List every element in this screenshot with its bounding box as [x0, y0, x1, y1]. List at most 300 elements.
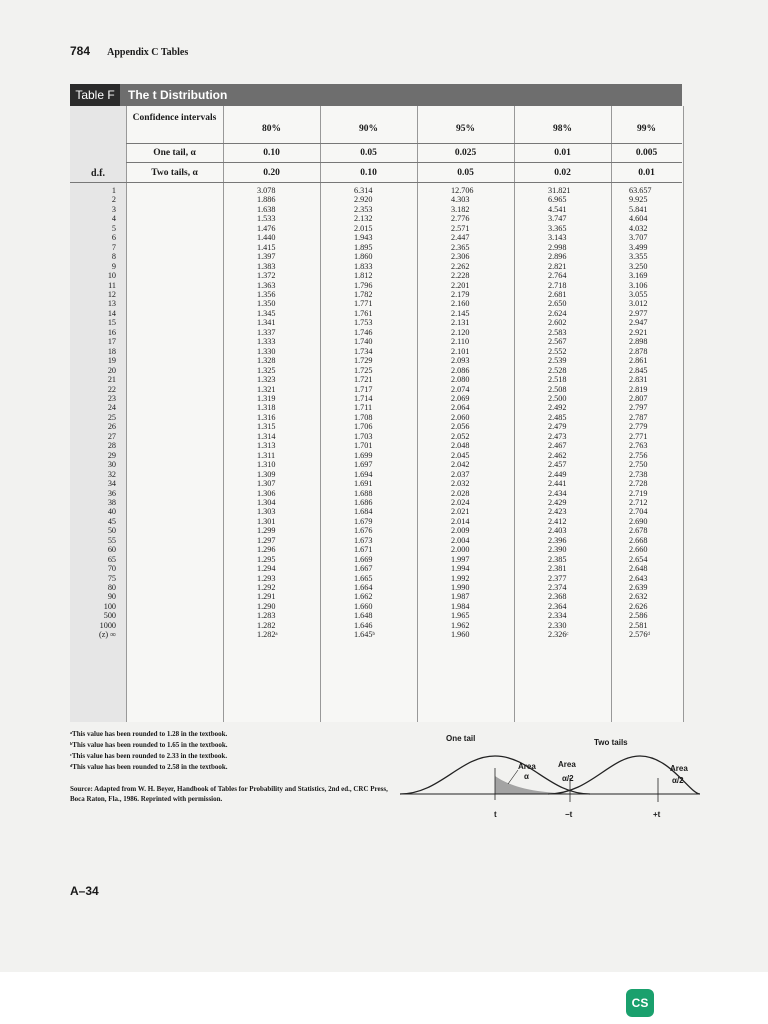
- table-cell: 3.707: [629, 233, 648, 243]
- df-cell: 24: [107, 403, 116, 413]
- table-cell: 2.473: [548, 431, 567, 441]
- table-cell: 2.048: [451, 441, 470, 451]
- table-cell: 2.763: [629, 441, 648, 451]
- table-cell: 2.581: [629, 620, 648, 630]
- one-tail-alpha-label: α: [524, 772, 529, 781]
- column-header-one: 0.10: [263, 148, 280, 158]
- table-cell: 2.977: [629, 308, 648, 318]
- column-header-ci: 80%: [262, 124, 281, 134]
- table-cell: 1.987: [451, 592, 470, 602]
- df-cell: 6: [111, 233, 116, 243]
- df-cell: 11: [108, 280, 116, 290]
- table-cell: 3.169: [629, 271, 648, 281]
- table-cell: 2.024: [451, 497, 470, 507]
- table-cell: 1.725: [354, 365, 373, 375]
- table-cell: 2.479: [548, 422, 567, 432]
- table-cell: 2.921: [629, 327, 648, 337]
- df-cell: 22: [107, 384, 116, 394]
- table-cell: 3.499: [629, 242, 648, 252]
- table-cell: 1.729: [354, 356, 373, 366]
- table-cell: 2.518: [548, 375, 567, 385]
- footnote-a: ᵃThis value has been rounded to 1.28 in the textbook.: [70, 730, 228, 738]
- table-cell: 2.069: [451, 393, 470, 403]
- footnote-b: ᵇThis value has been rounded to 1.65 in the textbook.: [70, 741, 228, 749]
- table-cell: 3.143: [548, 233, 567, 243]
- df-cell: 8: [111, 252, 116, 262]
- table-cell: 2.819: [629, 384, 648, 394]
- table-cell: 1.297: [257, 535, 276, 545]
- df-cell: 29: [107, 450, 116, 460]
- value-column: [629, 186, 652, 640]
- two-tails-pos-t-label: +t: [653, 810, 661, 819]
- df-cell: 26: [107, 422, 116, 432]
- table-cell: 1.960: [451, 630, 470, 640]
- table-cell: 2.120: [451, 327, 470, 337]
- value-column: [451, 186, 474, 640]
- df-cell: 50: [107, 526, 116, 536]
- table-cell: 2.896: [548, 252, 567, 262]
- table-cell: 1.740: [354, 337, 373, 347]
- table-cell: 1.383: [257, 261, 276, 271]
- table-cell: 1.667: [354, 564, 373, 574]
- page-header: [70, 44, 188, 58]
- table-cell: 2.390: [548, 545, 567, 555]
- table-cell: 1.886: [257, 195, 276, 205]
- df-cell: 32: [107, 469, 116, 479]
- table-cell: 1.282ᵃ: [257, 630, 278, 640]
- table-cell: 4.604: [629, 214, 648, 224]
- ci-header-label: Confidence intervals: [132, 113, 217, 123]
- df-cell: 14: [107, 308, 116, 318]
- column-header-ci: 90%: [359, 124, 378, 134]
- table-cell: 2.668: [629, 535, 648, 545]
- table-cell: 2.201: [451, 280, 470, 290]
- table-cell: 2.462: [548, 450, 567, 460]
- table-cell: 1.290: [257, 601, 276, 611]
- table-cell: 1.648: [354, 611, 373, 621]
- table-cell: 1.307: [257, 479, 276, 489]
- table-cell: 2.738: [629, 469, 648, 479]
- table-cell: 1.992: [451, 573, 470, 583]
- table-cell: 2.492: [548, 403, 567, 413]
- table-label: Table F: [70, 84, 120, 106]
- table-title-bar: [70, 84, 682, 106]
- table-cell: 3.012: [629, 299, 648, 309]
- two-tails-label: Two tails: [594, 738, 628, 747]
- table-cell: 2.920: [354, 195, 373, 205]
- table-cell: 2.429: [548, 497, 567, 507]
- table-cell: 1.337: [257, 327, 276, 337]
- table-cell: 2.712: [629, 497, 648, 507]
- table-cell: 3.355: [629, 252, 648, 262]
- table-cell: 3.250: [629, 261, 648, 271]
- table-cell: 31.821: [548, 186, 571, 195]
- table-cell: 2.056: [451, 422, 470, 432]
- table-cell: 2.131: [451, 318, 470, 328]
- df-cell: (z) ∞: [99, 630, 116, 640]
- table-cell: 1.812: [354, 271, 373, 281]
- table-cell: 1.703: [354, 431, 373, 441]
- table-cell: 3.106: [629, 280, 648, 290]
- table-cell: 2.602: [548, 318, 567, 328]
- table-cell: 2.639: [629, 583, 648, 593]
- table-cell: 2.756: [629, 450, 648, 460]
- table-cell: 2.000: [451, 545, 470, 555]
- table-cell: 1.341: [257, 318, 276, 328]
- table-cell: 2.467: [548, 441, 567, 451]
- df-header-label: d.f.: [91, 168, 105, 179]
- header-title: Appendix C Tables: [107, 47, 189, 58]
- table-cell: 1.311: [257, 450, 276, 460]
- table-cell: 1.717: [354, 384, 373, 394]
- table-cell: 2.086: [451, 365, 470, 375]
- df-cell: 27: [107, 431, 116, 441]
- df-cell: 12: [107, 289, 116, 299]
- table-cell: 1.309: [257, 469, 276, 479]
- df-cell: 38: [107, 497, 116, 507]
- one-tail-area-label: Area: [518, 762, 536, 771]
- table-cell: 2.779: [629, 422, 648, 432]
- table-cell: 2.586: [629, 611, 648, 621]
- table-cell: 1.291: [257, 592, 276, 602]
- table-name: The t Distribution: [128, 88, 228, 102]
- table-cell: 1.686: [354, 497, 373, 507]
- source-citation: Source: Adapted from W. H. Beyer, Handbook of Tables for Probability and Statistics, 2nd ed., CRC Press, Boca Raton, Fla., 1986. Reprinted with permission.: [70, 785, 388, 803]
- table-cell: 2.750: [629, 460, 648, 470]
- table-cell: 1.771: [354, 299, 373, 309]
- table-cell: 5.841: [629, 204, 648, 214]
- column-header-one: 0.005: [635, 148, 658, 158]
- table-cell: 2.797: [629, 403, 648, 413]
- table-cell: 2.228: [451, 271, 470, 281]
- table-cell: 1.697: [354, 460, 373, 470]
- df-cell: 4: [111, 214, 116, 224]
- table-cell: 1.282: [257, 620, 276, 630]
- table-cell: 3.078: [257, 186, 276, 195]
- table-cell: 1.665: [354, 573, 373, 583]
- table-cell: 2.552: [548, 346, 567, 356]
- table-cell: 1.318: [257, 403, 276, 413]
- column-header-two: 0.01: [638, 168, 655, 178]
- table-cell: 1.316: [257, 412, 276, 422]
- df-cell: 36: [107, 488, 116, 498]
- table-cell: 2.654: [629, 554, 648, 564]
- column-header-ci: 98%: [553, 124, 572, 134]
- table-cell: 4.541: [548, 204, 567, 214]
- table-cell: 1.990: [451, 583, 470, 593]
- table-cell: 1.303: [257, 507, 276, 517]
- table-cell: 2.704: [629, 507, 648, 517]
- table-cell: 2.567: [548, 337, 567, 347]
- table-cell: 1.292: [257, 583, 276, 593]
- df-cell: 9: [111, 261, 116, 271]
- table-cell: 1.796: [354, 280, 373, 290]
- row-header-column: [126, 106, 225, 722]
- table-cell: 2.353: [354, 204, 373, 214]
- df-cell: 1: [111, 186, 116, 195]
- value-column: [354, 186, 375, 640]
- df-cell: 40: [107, 507, 116, 517]
- header-divider-1: [126, 143, 682, 144]
- df-cell: 7: [111, 242, 116, 252]
- table-cell: 3.055: [629, 289, 648, 299]
- table-cell: 1.476: [257, 223, 276, 233]
- table-cell: 2.385: [548, 554, 567, 564]
- page-footer: A–34: [70, 884, 99, 898]
- table-cell: 1.782: [354, 289, 373, 299]
- table-cell: 2.110: [451, 337, 470, 347]
- column-header-two: 0.02: [554, 168, 571, 178]
- table-cell: 2.771: [629, 431, 648, 441]
- table-cell: 2.485: [548, 412, 567, 422]
- df-cell: 75: [107, 573, 116, 583]
- df-cell: 30: [107, 460, 116, 470]
- table-cell: 1.671: [354, 545, 373, 555]
- table-cell: 1.721: [354, 375, 373, 385]
- table-cell: 2.160: [451, 299, 470, 309]
- table-cell: 2.457: [548, 460, 567, 470]
- table-cell: 2.403: [548, 526, 567, 536]
- table-cell: 1.994: [451, 564, 470, 574]
- table-cell: 1.356: [257, 289, 276, 299]
- table-cell: 1.310: [257, 460, 276, 470]
- table-cell: 2.998: [548, 242, 567, 252]
- df-cell: 17: [107, 337, 116, 347]
- table-cell: 1.533: [257, 214, 276, 224]
- table-cell: 1.304: [257, 497, 276, 507]
- table-cell: 2.326ᶜ: [548, 630, 569, 640]
- table-cell: 2.441: [548, 479, 567, 489]
- table-cell: 1.711: [354, 403, 373, 413]
- table-cell: 2.787: [629, 412, 648, 422]
- table-cell: 3.747: [548, 214, 567, 224]
- table-cell: 1.301: [257, 516, 276, 526]
- df-cell: 55: [107, 535, 116, 545]
- df-cell: 60: [107, 545, 116, 555]
- table-cell: 2.093: [451, 356, 470, 366]
- df-cell: 65: [107, 554, 116, 564]
- table-cell: 1.984: [451, 601, 470, 611]
- table-cell: 1.895: [354, 242, 373, 252]
- table-cell: 1.753: [354, 318, 373, 328]
- table-cell: 2.764: [548, 271, 567, 281]
- two-tails-header-label: Two tails, α: [151, 168, 198, 178]
- table-cell: 1.638: [257, 204, 276, 214]
- table-cell: 1.330: [257, 346, 276, 356]
- table-cell: 2.101: [451, 346, 470, 356]
- table-cell: 2.045: [451, 450, 470, 460]
- table-cell: 12.706: [451, 186, 474, 195]
- two-tails-left-area-label: Area: [558, 760, 576, 769]
- table-cell: 2.330: [548, 620, 567, 630]
- table-cell: 2.690: [629, 516, 648, 526]
- table-cell: 2.878: [629, 346, 648, 356]
- value-column: [257, 186, 278, 640]
- column-header-ci: 95%: [456, 124, 475, 134]
- table-cell: 2.306: [451, 252, 470, 262]
- df-cell: 10: [107, 271, 116, 281]
- table-cell: 1.691: [354, 479, 373, 489]
- df-cell: 18: [107, 346, 116, 356]
- table-cell: 1.679: [354, 516, 373, 526]
- table-cell: 1.323: [257, 375, 276, 385]
- table-cell: 4.303: [451, 195, 470, 205]
- df-cell: 23: [107, 393, 116, 403]
- header-divider-2: [126, 162, 682, 163]
- one-tail-label: One tail: [446, 734, 476, 743]
- table-cell: 1.321: [257, 384, 276, 394]
- table-cell: 2.365: [451, 242, 470, 252]
- table-cell: 2.583: [548, 327, 567, 337]
- table-cell: 1.676: [354, 526, 373, 536]
- table-cell: 2.042: [451, 460, 470, 470]
- table-cell: 2.396: [548, 535, 567, 545]
- table-cell: 2.015: [354, 223, 373, 233]
- column-header-ci: 99%: [637, 124, 656, 134]
- table-cell: 2.648: [629, 564, 648, 574]
- table-cell: 1.306: [257, 488, 276, 498]
- column-header-one: 0.025: [454, 148, 477, 158]
- table-cell: 2.032: [451, 479, 470, 489]
- table-cell: 2.080: [451, 375, 470, 385]
- df-cell: 1000: [99, 620, 116, 630]
- table-cell: 2.831: [629, 375, 648, 385]
- table-cell: 2.028: [451, 488, 470, 498]
- table-cell: 1.415: [257, 242, 276, 252]
- table-cell: 2.500: [548, 393, 567, 403]
- table-cell: 2.037: [451, 469, 470, 479]
- table-cell: 2.728: [629, 479, 648, 489]
- table-cell: 2.681: [548, 289, 567, 299]
- table-cell: 1.734: [354, 346, 373, 356]
- df-cell: 45: [107, 516, 116, 526]
- table-cell: 2.060: [451, 412, 470, 422]
- table-cell: 2.845: [629, 365, 648, 375]
- table-cell: 2.434: [548, 488, 567, 498]
- table-cell: 2.624: [548, 308, 567, 318]
- df-cell: 100: [103, 601, 116, 611]
- table-cell: 2.262: [451, 261, 470, 271]
- table-cell: 2.132: [354, 214, 373, 224]
- table-cell: 1.295: [257, 554, 276, 564]
- table-cell: 2.650: [548, 299, 567, 309]
- table-cell: 2.861: [629, 356, 648, 366]
- table-cell: 1.664: [354, 583, 373, 593]
- table-cell: 4.032: [629, 223, 648, 233]
- table-cell: 2.423: [548, 507, 567, 517]
- two-tails-neg-t-label: −t: [565, 810, 573, 819]
- column-header-two: 0.10: [360, 168, 377, 178]
- table-cell: 2.381: [548, 564, 567, 574]
- table-cell: 2.660: [629, 545, 648, 555]
- table-cell: 1.662: [354, 592, 373, 602]
- table-cell: 1.860: [354, 252, 373, 262]
- table-cell: 63.657: [629, 186, 652, 195]
- table-cell: 1.325: [257, 365, 276, 375]
- column-header-one: 0.05: [360, 148, 377, 158]
- table-cell: 2.632: [629, 592, 648, 602]
- table-cell: 2.719: [629, 488, 648, 498]
- table-cell: 1.645ᵇ: [354, 630, 375, 640]
- table-cell: 2.014: [451, 516, 470, 526]
- table-cell: 3.365: [548, 223, 567, 233]
- one-tail-header-label: One tail, α: [153, 148, 196, 158]
- one-tail-area-leader: [508, 770, 518, 784]
- df-cell: 20: [107, 365, 116, 375]
- table-cell: 2.004: [451, 535, 470, 545]
- table-cell: 1.397: [257, 252, 276, 262]
- table-cell: 1.350: [257, 299, 276, 309]
- table-cell: 2.678: [629, 526, 648, 536]
- table-cell: 1.701: [354, 441, 373, 451]
- column-header-two: 0.05: [457, 168, 474, 178]
- table-cell: 1.669: [354, 554, 373, 564]
- table-cell: 1.294: [257, 564, 276, 574]
- table-cell: 1.440: [257, 233, 276, 243]
- table-cell: 1.761: [354, 308, 373, 318]
- value-column: [548, 186, 571, 640]
- df-cell: 3: [111, 204, 116, 214]
- df-cell: 16: [107, 327, 116, 337]
- table-cell: 2.508: [548, 384, 567, 394]
- table-cell: 2.807: [629, 393, 648, 403]
- table-cell: 2.947: [629, 318, 648, 328]
- table-cell: 2.074: [451, 384, 470, 394]
- table-cell: 2.643: [629, 573, 648, 583]
- table-cell: 1.699: [354, 450, 373, 460]
- df-cell: 500: [103, 611, 116, 621]
- table-cell: 1.962: [451, 620, 470, 630]
- table-cell: 2.009: [451, 526, 470, 536]
- table-cell: 1.965: [451, 611, 470, 621]
- df-cell: 21: [107, 375, 116, 385]
- table-cell: 2.449: [548, 469, 567, 479]
- df-cell: 34: [107, 479, 116, 489]
- table-cell: 3.182: [451, 204, 470, 214]
- table-cell: 2.145: [451, 308, 470, 318]
- table-cell: 2.821: [548, 261, 567, 271]
- one-tail-shaded-area: [495, 776, 590, 794]
- table-cell: 2.576ᵈ: [629, 630, 650, 640]
- table-cell: 1.746: [354, 327, 373, 337]
- table-cell: 1.333: [257, 337, 276, 347]
- table-cell: 1.315: [257, 422, 276, 432]
- table-cell: 2.364: [548, 601, 567, 611]
- table-cell: 1.714: [354, 393, 373, 403]
- column-header-one: 0.01: [554, 148, 571, 158]
- df-column: [80, 186, 116, 640]
- table-cell: 2.064: [451, 403, 470, 413]
- table-cell: 6.314: [354, 186, 373, 195]
- df-cell: 70: [107, 564, 116, 574]
- table-cell: 1.660: [354, 601, 373, 611]
- two-tails-right-alpha-label: α/2: [672, 776, 684, 785]
- table-cell: 2.528: [548, 365, 567, 375]
- table-cell: 1.313: [257, 441, 276, 451]
- table-cell: 2.368: [548, 592, 567, 602]
- table-cell: 1.293: [257, 573, 276, 583]
- table-cell: 1.694: [354, 469, 373, 479]
- table-cell: 9.925: [629, 195, 648, 205]
- table-cell: 1.319: [257, 393, 276, 403]
- table-cell: 2.539: [548, 356, 567, 366]
- table-cell: 2.334: [548, 611, 567, 621]
- table-cell: 1.363: [257, 280, 276, 290]
- df-cell: 80: [107, 583, 116, 593]
- table-cell: 1.299: [257, 526, 276, 536]
- table-cell: 1.345: [257, 308, 276, 318]
- df-cell: 2: [111, 195, 116, 205]
